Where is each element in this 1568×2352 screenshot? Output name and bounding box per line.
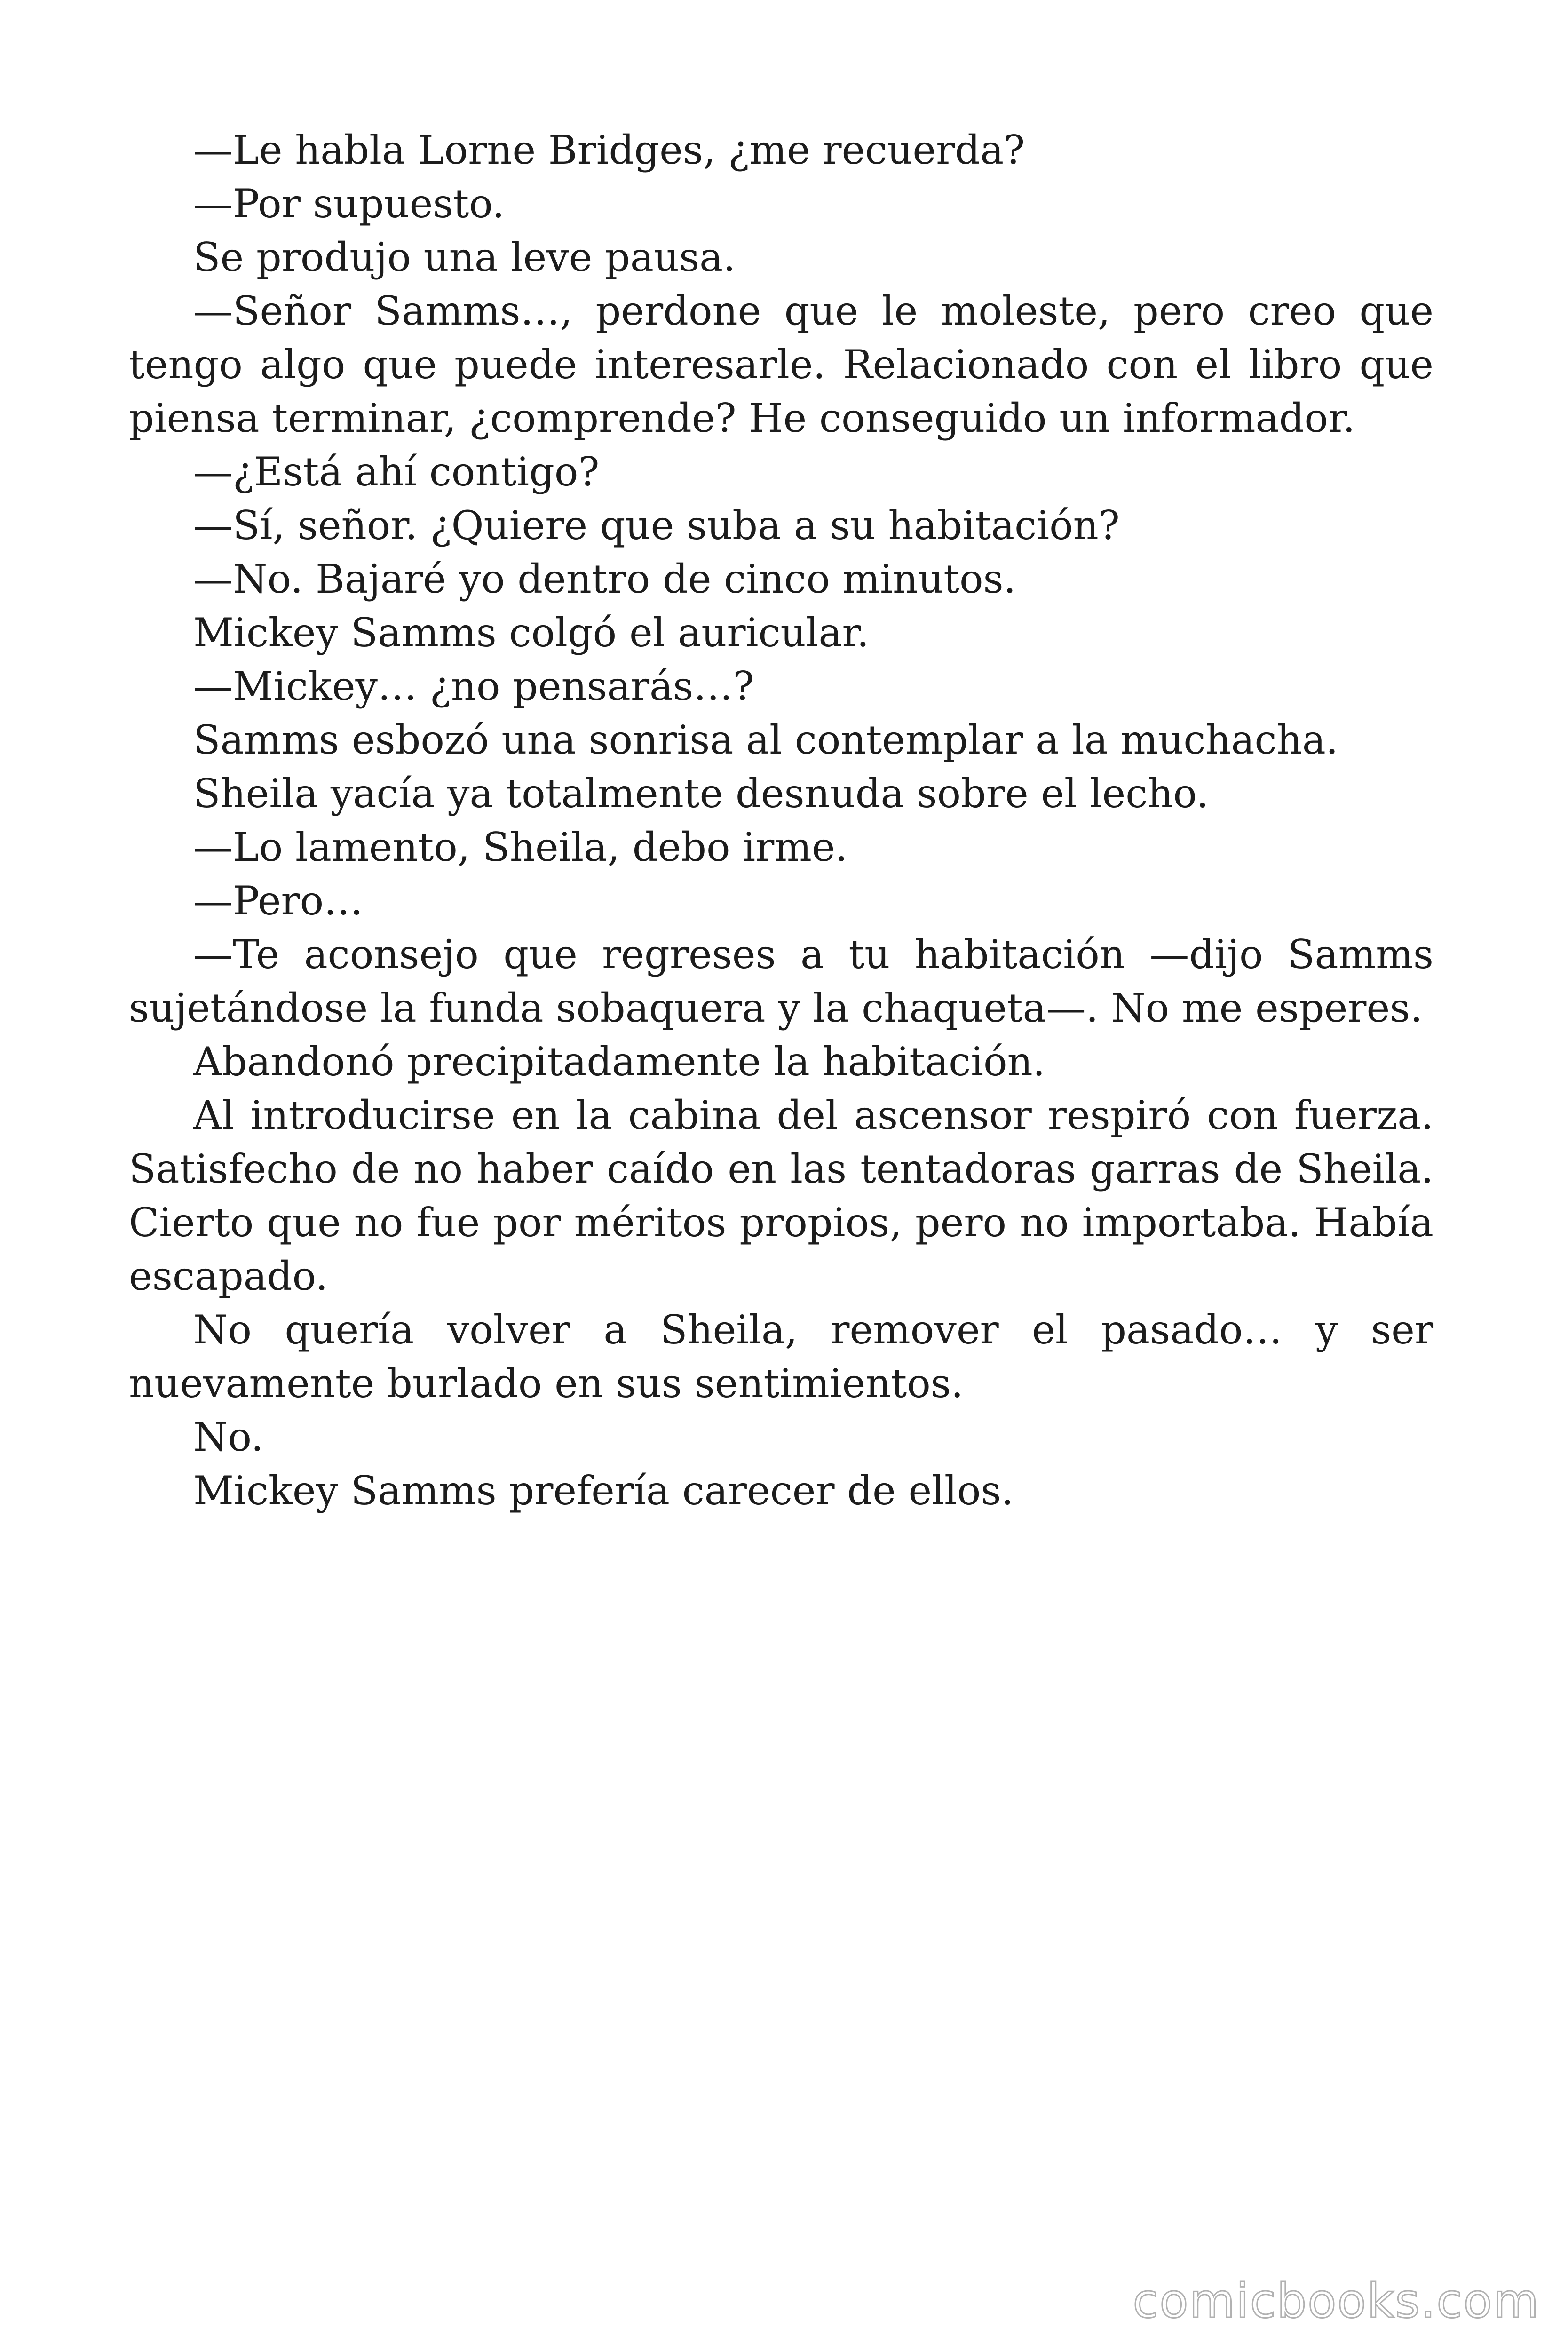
paragraph: Mickey Samms prefería carecer de ellos. [193,1468,1014,1514]
watermark: comicbooks.com [1132,2273,1540,2328]
paragraph: —Por supuesto. [193,181,505,227]
paragraph: —Sí, señor. ¿Quiere que suba a su habitación? [193,502,1120,548]
paragraph: —¿Está ahí contigo? [193,449,600,495]
paragraph: —Te aconsejo que regreses a tu habitación —dijo Samms sujetándose la funda sobaquera y la chaqueta—. No me esperes. [129,931,1433,1031]
paragraph: Al introducirse en la cabina del ascensor respiró con fuerza. Satisfecho de no haber caído en las tentadoras garras de Sheila. Cierto que no fue por méritos propios, pero no importaba. Había escapado. [129,1092,1433,1299]
paragraph: —Le habla Lorne Bridges, ¿me recuerda? [193,127,1025,173]
paragraph: No. [193,1414,264,1460]
paragraph: —No. Bajaré yo dentro de cinco minutos. [193,556,1016,602]
paragraph: —Lo lamento, Sheila, debo irme. [193,824,848,870]
paragraph: Samms esbozó una sonrisa al contemplar a la muchacha. [193,717,1338,763]
paragraph: —Señor Samms…, perdone que le moleste, pero creo que tengo algo que puede interesarle. Relacionado con el libro que piensa terminar, ¿comprende? He conseguido un informador. [129,288,1433,441]
paragraph: Abandonó precipitadamente la habitación. [193,1039,1045,1085]
paragraph: —Mickey… ¿no pensarás…? [193,663,754,709]
paragraph: No quería volver a Sheila, remover el pasado… y ser nuevamente burlado en sus sentimientos. [129,1307,1433,1406]
paragraph: —Pero… [193,878,364,924]
paragraph: Se produjo una leve pausa. [193,234,736,280]
body-text [129,123,1433,1518]
paragraph: Mickey Samms colgó el auricular. [193,610,870,656]
paragraph: Sheila yacía ya totalmente desnuda sobre el lecho. [193,771,1209,817]
